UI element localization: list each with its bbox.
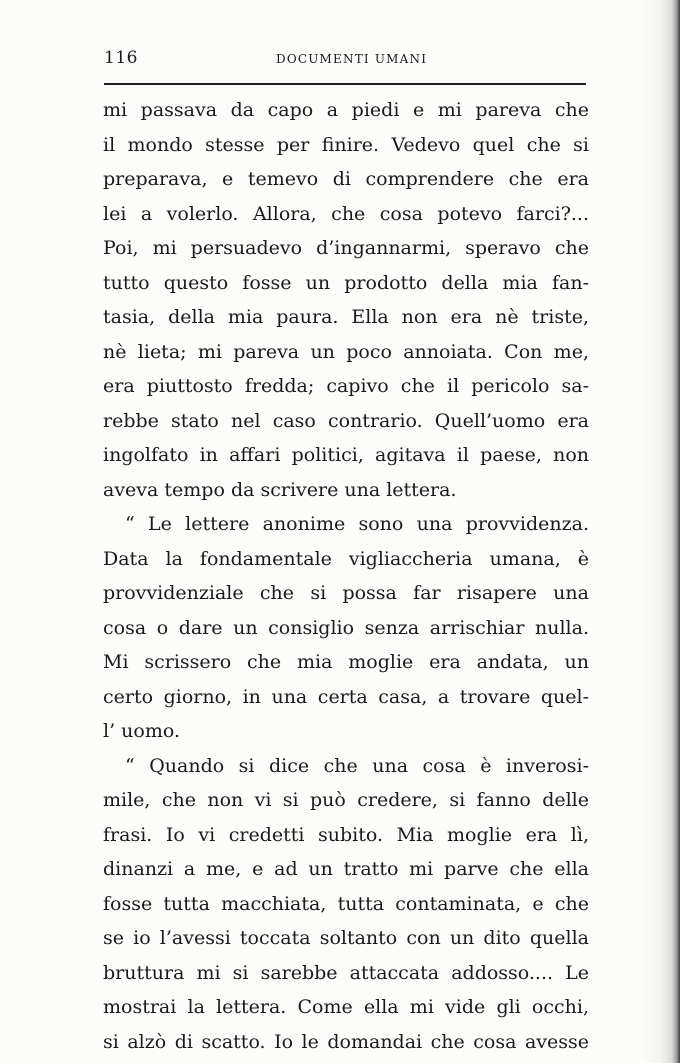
text-line: certo giorno, in una certa casa, a trovare quel- [103,685,589,708]
text-line: Mi scrissero che mia moglie era andata, un [103,651,589,673]
text-line: cosa o dare un consiglio senza arrischiar nulla. [103,616,589,639]
text-line: nè lieta; mi pareva un poco annoiata. Con me, [103,340,589,363]
text-line: tutto questo fosse un prodotto della mia fan- [103,271,589,294]
text-line: rebbe stato nel caso contrario. Quell’uomo era [103,409,589,432]
text-line: mile, che non vi si può credere, si fanno delle [103,789,589,811]
page-header [104,44,588,74]
text-line: tasia, della mia paura. Ella non era nè triste, [103,306,589,328]
text-line: lei a volerlo. Allora, che cosa potevo farci?... [103,202,589,225]
text-line: l’ uomo. [103,720,180,742]
text-line: “ Le lettere anonime sono una provvidenza. [125,513,589,535]
text-line: era piuttosto fredda; capivo che il pericolo sa- [103,375,589,397]
text-line: provvidenziale che si possa far risapere una [103,582,589,604]
text-line: Data la fondamentale vigliaccheria umana, è [103,547,589,570]
text-line: fosse tutta macchiata, tutta contaminata, e che [103,892,589,915]
text-line: Poi, mi persuadevo d’ingannarmi, speravo che [103,237,589,259]
text-line: aveva tempo da scrivere una lettera. [103,478,457,501]
page-number: 116 [104,48,138,68]
running-title: DOCUMENTI UMANI [276,52,428,66]
text-line: mi passava da capo a piedi e mi pareva che [103,99,589,121]
text-line: il mondo stesse per finire. Vedevo quel che si [103,133,589,156]
header-rule [104,83,586,85]
text-line: se io l’avessi toccata soltanto con un dito quella [103,927,589,949]
text-line: “ Quando si dice che una cosa è inverosi- [125,754,589,777]
page-edge-shadow [640,0,680,1063]
text-line: si alzò di scatto. Io le domandai che cosa avesse [103,1030,589,1053]
text-line: frasi. Io vi credetti subito. Mia moglie era lì, [103,823,589,846]
body-text [103,93,589,1059]
text-line: preparava, e temevo di comprendere che era [103,168,589,190]
text-line: dinanzi a me, e ad un tratto mi parve che ella [103,858,589,880]
text-line: ingolfato in affari politici, agitava il paese, non [103,444,589,466]
text-line: bruttura mi si sarebbe attaccata addosso.... Le [103,961,589,984]
text-line: mostrai la lettera. Come ella mi vide gli occhi, [103,996,589,1018]
